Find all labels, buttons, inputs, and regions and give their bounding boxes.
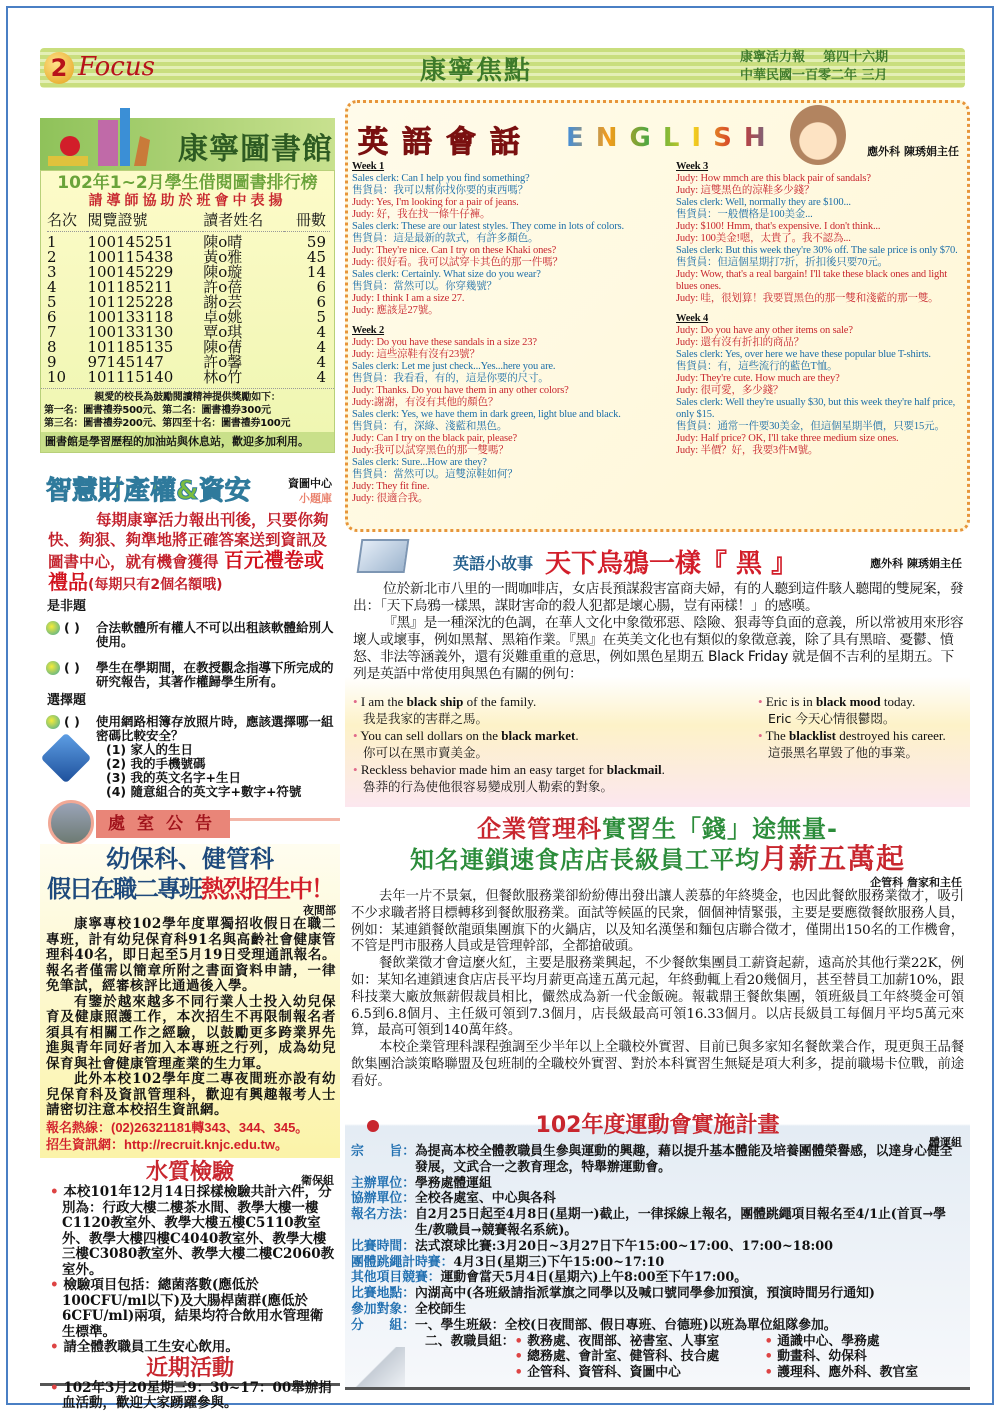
dialogue-line: Judy: 好，我在找一條牛仔褲。 [352, 209, 491, 220]
business-author: 企管科 詹家和主任 [870, 876, 962, 889]
example-item [353, 693, 758, 727]
choice-option: (1) 家人的生日 [106, 742, 193, 757]
week-dialogue [676, 161, 966, 305]
staff-group: • 通識中心、學務處 [765, 1334, 970, 1350]
quiz-question [46, 661, 338, 689]
recruit-hotline: 報名熱線：(02)26321181轉343、344、345。 [46, 1119, 309, 1135]
story-body [353, 581, 965, 795]
info-row [345, 1207, 970, 1239]
paragraph: 位於新北市八里的一間咖啡店，女店長預謀殺害富商夫婦，有的人聽到這件駭人聽聞的雙屍案，發出：「天下烏鴉一樣黑，謀財害命的殺人犯都是壞心腸，豈有兩樣！」的感嘆。 [353, 581, 964, 614]
example-english [353, 727, 758, 744]
dialogue-line: Judy: Wow, that's a real bargain! I'll take these black ones and light blues ones. [676, 269, 948, 292]
example-pre: I am the [360, 694, 407, 709]
business-article [345, 815, 970, 1110]
table-cell: 謝o芸 [203, 293, 243, 311]
page-title: 康寧焦點 [420, 56, 533, 86]
pushpin-icon [367, 1120, 379, 1132]
list-item: • 請全體教職員工生安心飲用。 [40, 1340, 340, 1356]
dialogue-line: Judy: They're nice. Can I try on these Khaki ones? [352, 245, 557, 256]
reading-ranking-box [40, 170, 335, 453]
table-cell: 97145147 [87, 353, 164, 371]
info-value: 學務處體運組 [414, 1175, 492, 1191]
question-text: 學生在學期間，在教授觀念指導下所完成的研究報告，其著作權歸學生所有。 [96, 660, 334, 689]
staff-group: • 護理科、應外科、教官室 [765, 1365, 970, 1381]
table-cell: 3 [47, 263, 57, 281]
info-row [345, 1270, 970, 1286]
dialogue-line: Judy: $100! Hmm, that's expensive. I don't think... [676, 221, 881, 232]
list-item: • 本校101年12月14日採樣檢驗共計六件，分別為：行政大樓二樓茶水間、教學大樓一樓C1120教室外、教學大樓五樓C5110教室外、教學大樓四樓C4040教室外、教學大樓三樓C3080教室外、教學大樓二樓C2060教室外。 [40, 1185, 340, 1278]
example-item [758, 727, 965, 761]
week-dialogue [352, 325, 672, 505]
example-post: . [575, 728, 579, 743]
example-english [758, 693, 965, 710]
dialogue-line: Judy: Do you have any other items on sale? [676, 325, 853, 336]
quiz-prize: 百元禮卷或禮品 [48, 548, 324, 594]
info-value: 4月3日(星期三)下午15:00~17:10 [453, 1254, 665, 1270]
spacer [425, 1349, 515, 1365]
table-cell: 101185211 [87, 278, 174, 296]
dialogue-line: Judy: How mmch are this black pair of sandals? [676, 173, 871, 184]
table-cell: 4 [316, 338, 326, 356]
dialogue-line: 售貨員：一般價格是100美金... [676, 209, 813, 220]
info-label: 比賽時間： [351, 1238, 415, 1254]
example-chinese: Eric 今天心情很鬱悶。 [768, 711, 896, 726]
staff-groups [345, 1334, 970, 1381]
dialogue-line: Sales clerk: Certainly. What size do you wear? [352, 269, 541, 280]
table-cell: 黃o雅 [203, 248, 243, 266]
table-row [47, 370, 330, 385]
dialogue-line: Judy:我可以試穿黑色的那一雙嗎？ [352, 445, 509, 456]
example-keyword: blackmail [606, 762, 662, 777]
table-cell: 101125228 [87, 293, 174, 311]
events-title: 近期活動 [145, 1355, 234, 1381]
example-chinese: 魯莽的行為使他很容易變成別人勒索的對象。 [363, 779, 614, 794]
table-cell: 覃o琪 [203, 323, 243, 341]
example-post: today. [880, 694, 916, 709]
recruit-subtitle [40, 874, 340, 904]
dialogue-line: Sales clerk: Can I help you find something? [352, 173, 530, 184]
info-label: 協辦單位： [351, 1191, 415, 1207]
dialogue-line: Sales clerk: But this week they're 30% off. The sale price is only $70. [676, 245, 958, 256]
column-header: 名次 [47, 211, 87, 232]
dialogue-line: Judy: 這雙黑色的涼鞋多少錢？ [676, 185, 815, 196]
english-title-zh: 英語會話 [358, 125, 534, 160]
office-announcement-header [40, 800, 340, 840]
business-title [345, 815, 970, 843]
business-subtitle-a: 知名連鎖速食店店長級員工平均 [409, 846, 760, 874]
quiz-dept-name: 資圖中心 [288, 477, 332, 490]
issue-number: 第四十六期 [823, 50, 889, 65]
dialogue-line: Judy: Can I try on the black pair, please? [352, 433, 518, 444]
recruit-subtitle-a: 假日在職二專班 [47, 875, 201, 903]
page-number: 2 [44, 52, 74, 84]
dialogue-line: Sales clerk: Let me just check...Yes...here you are. [352, 361, 556, 372]
table-cell: 5 [316, 308, 326, 326]
staff-label: 二、教職員組： [425, 1333, 515, 1349]
answer-blank[interactable]: ( ) [64, 660, 80, 675]
story-kicker: 英語小故事 [453, 554, 534, 573]
table-cell: 6 [47, 308, 57, 326]
table-cell: 14 [306, 263, 326, 281]
example-item [353, 761, 758, 795]
bullet-icon [46, 715, 60, 729]
business-subtitle-b: 月薪五萬起 [759, 842, 905, 875]
dialogue-line: Judy: Yes, I'm looking for a pair of jeans. [352, 197, 519, 208]
choice-option: (3) 我的英文名字+生日 [106, 770, 241, 785]
info-label: 宗 旨： [351, 1144, 415, 1159]
info-value: 一、學生班級：全校(日夜間部、假日專班、台德班)以班為單位組隊參加。 [414, 1317, 837, 1333]
paragraph: 本校企業管理科課程強調至少半年以上全職校外實習、目前已與多家知名餐飲業合作，現更與王品餐飲集團洽談策略聯盟及包班制的全職校外實習、對於本科實習生無疑是項大利多，提前職場卡位戰，前途看好。 [351, 1040, 964, 1089]
recruit-dept: 夜間部 [303, 904, 336, 917]
english-author: 應外科 陳琇娟主任 [867, 145, 959, 158]
ranking-table [47, 211, 330, 385]
ranking-subtitle: 請導師協助於班會中表揚 [88, 193, 287, 209]
dialogue-line: 售貨員：當然可以。這雙涼鞋如何？ [352, 469, 518, 480]
table-cell: 59 [306, 233, 326, 251]
question-text: 合法軟體所有權人不可以出租該軟體給別人使用。 [96, 620, 334, 649]
table-cell: 101115140 [87, 368, 174, 386]
table-cell: 5 [47, 293, 57, 311]
example-keyword: black mood [816, 694, 881, 709]
dialogue-line: Judy: 半價？好，我要3件M號。 [676, 445, 819, 456]
staff-group: • 動畫科、幼保科 [765, 1349, 970, 1365]
example-chinese: 你可以在黑市賣美金。 [363, 745, 489, 760]
table-cell: 7 [47, 323, 57, 341]
staff-group: • 企管科、資管科、資圖中心 [515, 1365, 765, 1381]
example-post: of the family. [463, 694, 537, 709]
info-row [345, 1144, 970, 1176]
water-dept: 衛保組 [301, 1174, 334, 1187]
quiz-title: 智慧財產權&資安 [46, 476, 251, 506]
library-footer: 圖書館是學習歷程的加油站與休息站，歡迎多加利用。 [41, 432, 334, 452]
table-cell: 6 [316, 278, 326, 296]
info-label: 團體跳繩計時賽： [351, 1254, 454, 1270]
paper-name: 康寧活力報 [740, 50, 806, 65]
story-title: 天下烏鴉一樣『 黑 』 [545, 549, 798, 579]
recruit-title: 幼保科、健管科 [106, 845, 274, 873]
table-cell: 許o馨 [203, 353, 243, 371]
week-dialogue [352, 161, 672, 317]
library-title: 康寧圖書館 [178, 132, 333, 167]
table-cell: 6 [316, 293, 326, 311]
table-cell: 2 [47, 248, 57, 266]
dialogue-line: Judy: Do you have these sandals in a size 23? [352, 337, 537, 348]
example-keyword: blacklist [789, 728, 837, 743]
info-row [345, 1191, 970, 1207]
quiz-intro [48, 510, 336, 595]
business-title-a: 企業管理科 [477, 815, 603, 843]
list-item: • 檢驗項目包括：總菌落數(應低於100CFU/ml以下)及大腸桿菌群(應低於6CFU/ml)兩項，結果均符合飲用水管理衛生標準。 [40, 1278, 340, 1340]
dialogue-line: 售貨員：我可以幫你找你要的東西嗎？ [352, 185, 528, 196]
spacer [425, 1365, 515, 1381]
info-value: 為提高本校全體教職員生參與運動的興趣，藉以提升基本體能及培養團體榮譽感，以達身心健全發展，文武合一之教育理念，特舉辦運動會。 [414, 1144, 953, 1175]
sports-content [345, 1112, 970, 1381]
table-cell: 4 [316, 353, 326, 371]
dialogue-line: Judy: 應該是27號。 [352, 305, 439, 316]
example-pre: The [765, 728, 790, 743]
example-post: destroyed his career. [836, 728, 946, 743]
paragraph: 此外本校102學年度二專夜間班亦設有幼兒保育科及資訊管理科，歡迎有興趣報考人士請密切注意本校招生資訊網。 [46, 1071, 336, 1118]
dialogue-line: Judy: 哇，很划算！我要買黑色的那一雙和淺藍的那一雙。 [676, 293, 939, 304]
bullet-icon [46, 661, 60, 675]
dialogue-line: Sales clerk: Well they're usually $30, but this week they're half price, only $15. [676, 397, 956, 420]
dialogue-line: 售貨員：我看看，有的，這是你要的尺寸。 [352, 373, 549, 384]
sports-dept: 體運組 [929, 1136, 962, 1149]
info-row [345, 1286, 970, 1302]
dialogue-line: Judy: 很適合我。 [352, 493, 429, 504]
dialogue-line: 售貨員：但這個星期打7折，折扣後只要70元。 [676, 257, 888, 268]
paragraph: 有鑒於越來越多不同行業人士投入幼兒保育及健康照護工作，本次招生不再限制報名者須具有相關工作之經驗，以鼓勵更多跨業界先進與青年同好者加入本專班之行列，成為幼兒保育與社會健康管理產業的生力軍。 [46, 993, 336, 1072]
dialogue-line: Judy: They fit fine. [352, 481, 430, 492]
paragraph: 餐飲業徵才會這麼火紅，主要是服務業興起，不少餐飲集團員工薪資起薪，遠高於其他行業22K，例如：某知名連鎖速食店店長平均月薪更高達五萬元起，年終動輒上看20幾個月，甚至替員工加薪10%，跟科技業大廠放無薪假裁員相比，儼然成為新一代金飯碗。報載鼎王餐飲集團，領班級員工年終獎金可領6.5到6.8個月、主任級可領到7.3個月，店長級最高可領16.33個月。以店長級員工每個月平均5萬元來算，最高可領到140萬年終。 [351, 956, 964, 1039]
water-title: 水質檢驗 [145, 1160, 234, 1185]
staff-group: • 總務處、會計室、健管科、技合處 [515, 1349, 765, 1365]
dialogue-line: Sales clerk: These are our latest styles. They come in lots of colors. [352, 221, 624, 232]
paragraph: 『黑』是一種深沈的色調，在華人文化中象徵邪惡、陰險、狠毒等負面的意義，所以常被用來形容壞人或壞事，例如黑幫、黑箱作業。『黑』在英美文化也有類似的象徵意義，除了具有黑暗、憂鬱、憤怒、非法等涵義外，還有災難重重的意思，例如黑色星期五 Black Friday 就是個不吉利的星期五。下列是英語中常使用與黑色有關的例句： [353, 615, 964, 682]
table-cell: 1 [47, 233, 57, 251]
true-false-label: 是非題 [47, 599, 87, 614]
reward-intro: 親愛的校長為鼓勵閱讀精神提供獎勵如下： [94, 392, 281, 403]
story-author: 應外科 陳琇娟主任 [870, 557, 962, 570]
dialogue-line: 售貨員：通常一件要30美金，但這個星期半價，只要15元。 [676, 421, 945, 432]
examples [353, 693, 965, 795]
answer-blank[interactable]: ( ) [64, 714, 80, 729]
table-cell: 9 [47, 353, 57, 371]
table-cell: 陳o晴 [203, 233, 243, 251]
example-english [353, 761, 758, 778]
example-keyword: black market [501, 728, 576, 743]
teacher-face-illustration [790, 105, 846, 165]
quiz-limit: (每期只有2個名額哦) [88, 577, 223, 593]
dialogue-line: Judy: Half price? OK, I'll take three medium size ones. [676, 433, 899, 444]
info-value: 全校各處室、中心與各科 [414, 1191, 556, 1207]
dialogue-line: Judy: 100美金!嗯，太貴了。我不認為... [676, 233, 851, 244]
reward-line: 第一名：圖書禮券500元、第二名：圖書禮券300元 [44, 405, 271, 416]
info-row [345, 1255, 970, 1271]
english-conversation [345, 100, 970, 532]
business-title-b: 實習生「錢」途無量- [602, 815, 838, 843]
table-cell: 4 [316, 323, 326, 341]
quiz-header [40, 470, 340, 510]
table-cell: 100145229 [87, 263, 174, 281]
sports-day-plan [345, 1112, 970, 1390]
table-cell: 卓o姚 [203, 308, 243, 326]
example-chinese: 這張黑名單毀了他的事業。 [768, 745, 919, 760]
table-cell: 100145251 [87, 233, 174, 251]
week-label: Week 3 [676, 161, 709, 172]
books-icon [48, 106, 173, 168]
bullet-icon [46, 621, 60, 635]
week-label: Week 4 [676, 313, 709, 324]
example-english [758, 727, 965, 744]
info-value: 自2月25日起至4月8日(星期一)截止，一律採線上報名，團體跳繩項目報名至4/1止(首頁→學生/教職員→競賽報名系統)。 [414, 1207, 946, 1238]
recruit-website-link[interactable]: 招生資訊網：http://recruit.knjc.edu.tw。 [46, 1136, 288, 1152]
english-title-en: ENGLISH [566, 123, 778, 153]
tablet-pen-icon [357, 539, 410, 573]
example-pre: Eric is in [765, 694, 816, 709]
list-item: • 102年3月20星期三9：30~17：00舉辦捐血活動，歡迎大家踴躍參與。 [40, 1381, 340, 1412]
dialogue-line: Sales clerk: Yes, we have them in dark green, light blue and black. [352, 409, 621, 420]
issue-info [740, 49, 888, 85]
example-post: . [661, 762, 665, 777]
dialogue-line: Sales clerk: Sure...How are they? [352, 457, 487, 468]
info-label: 參加對象： [351, 1301, 415, 1317]
info-row [345, 1176, 970, 1192]
table-cell: 陳o璇 [203, 263, 243, 281]
examples-right [758, 693, 965, 795]
table-cell: 許o蓓 [203, 278, 243, 296]
example-keyword: black ship [406, 694, 464, 709]
column-header: 冊數 [284, 211, 330, 232]
table-cell: 4 [316, 368, 326, 386]
info-label: 其他項目競賽： [351, 1270, 441, 1286]
week-dialogue [676, 313, 966, 457]
dialogue-column-right [676, 161, 966, 465]
sports-title: 102年度運動會實施計畫 [535, 1113, 780, 1138]
english-story [345, 535, 970, 807]
dialogue-line: Judy:謝謝，有沒有其他的顏色？ [352, 397, 499, 408]
office-title: 處室公告 [108, 814, 224, 834]
info-label: 主辦單位： [351, 1175, 415, 1191]
info-value: 全校師生 [414, 1301, 467, 1317]
reward-line: 第三名：圖書禮券200元、第四至十名：圖書禮券100元 [44, 418, 291, 429]
dialogue-line: Judy: 這些涼鞋有沒有23號？ [352, 349, 480, 360]
reward-info [41, 388, 334, 432]
info-label: 報名方法： [351, 1207, 415, 1223]
example-item [758, 693, 965, 727]
info-value: 法式滾球比賽:3月20日~3月27日下午15:00~17:00、17:00~18:00 [414, 1238, 834, 1254]
example-pre: You can sell dollars on the [360, 728, 502, 743]
staff-group: • 教務處、夜間部、祕書室、人事室 [515, 1334, 765, 1350]
building-photo [48, 800, 94, 846]
business-subtitle [345, 843, 970, 876]
section-focus-label: Focus [78, 52, 155, 82]
table-cell: 10 [47, 368, 67, 386]
column-header: 讀者姓名 [203, 211, 284, 232]
paragraph: 去年一片不景氣，但餐飲服務業卻紛紛傳出發出讓人羨慕的年終獎金，也因此餐飲服務業徵才，吸引不少求職者將目標轉移到餐飲服務業。面試等候區的民衆，個個神情緊張，主要是要應徵餐飲服務人員，例如：某連鎖餐飲龍頭集團旗下的火鍋店，以及知名漢堡和麵包店聯合徵才，僅開出150名的工作機會，不管是門市服務人員或是管理幹部，全都搶破頭。 [351, 889, 964, 955]
week-label: Week 2 [352, 325, 385, 336]
recruitment-article [40, 844, 340, 1158]
table-cell: 林o竹 [203, 368, 243, 386]
table-cell: 陳o蒨 [203, 338, 243, 356]
recruit-subtitle-b: 熱烈招生中！ [201, 875, 333, 903]
answer-blank[interactable]: ( ) [64, 620, 80, 635]
multiple-choice-label: 選擇題 [47, 693, 87, 708]
dialogue-line: 售貨員：這是最新的款式，有許多顏色。 [352, 233, 539, 244]
paragraph: 康寧專校102學年度單獨招收假日在職二專班，計有幼兒保育科91名與高齡社會健康管理科40名，即日起至5月19日受理通訊報名。報名者僅需以簡章所附之書面資料申請，一律免筆試，經審核評比通過後入學。 [46, 916, 336, 994]
table-cell: 100133118 [87, 308, 174, 326]
water-and-events [40, 1160, 340, 1411]
info-label: 分 組： [351, 1317, 415, 1333]
table-cell: 100115438 [87, 248, 174, 266]
quiz-intro-text: 每期康寧活力報出刊後，只要你夠快、夠狠、夠準地將正確答案送到資訊及圖書中心，就有機會獲得 [48, 511, 329, 571]
dialogue-line: 售貨員：有，這些流行的藍色T恤。 [676, 361, 838, 372]
examples-left [353, 693, 758, 795]
choice-option: (4) 隨意組合的英文字+數字+符號 [106, 784, 302, 799]
quiz-section [40, 470, 340, 800]
ranking-title: 102年1~2月學生借閱圖書排行榜 [57, 173, 318, 193]
question-text: 使用網路相簿存放照片時，應該選擇哪一組密碼比較安全？ [96, 714, 334, 743]
table-cell: 8 [47, 338, 57, 356]
dialogue-line: Judy: 很好看。我可以試穿卡其色的那一件嗎？ [352, 257, 563, 268]
week-label: Week 1 [352, 161, 385, 172]
dialogue-column-left [352, 161, 672, 513]
dialogue-line: 售貨員：有，深綠、淺藍和黑色。 [352, 421, 508, 432]
table-cell: 101185135 [87, 338, 174, 356]
example-english [353, 693, 758, 710]
example-item [353, 727, 758, 761]
quiz-question [46, 621, 338, 649]
dialogue-line: Sales clerk: Yes, over here we have these popular blue T-shirts. [676, 349, 931, 360]
info-value: 內湖高中(各班級請指派掌旗之同學以及喊口號同學參加預演，預演時間另行通知) [414, 1286, 875, 1302]
dialogue-line: Judy: They're cute. How much are they? [676, 373, 840, 384]
quiz-tag: 小題庫 [299, 492, 332, 505]
dialogue-line: Judy: I think I am a size 27. [352, 293, 465, 304]
issue-date: 中華民國一百零二年 三月 [740, 68, 888, 83]
dialogue-line: Judy: 很可愛，多少錢？ [676, 385, 784, 396]
dialogue-line: Sales clerk: Well, normally they are $100... [676, 197, 851, 208]
info-row [345, 1302, 970, 1318]
info-row [345, 1239, 970, 1255]
column-header: 閱覽證號 [87, 211, 203, 232]
quiz-dept [288, 476, 332, 506]
info-label: 比賽地點： [351, 1286, 415, 1302]
table-cell: 100133130 [87, 323, 174, 341]
example-chinese: 我是我家的害群之馬。 [363, 711, 489, 726]
info-row [345, 1318, 970, 1334]
dialogue-line: Judy: 還有沒有折扣的商品？ [676, 337, 804, 348]
example-pre: Reckless behavior made him an easy target for [360, 762, 607, 777]
dialogue-line: Judy: Thanks. Do you have them in any other colors? [352, 385, 569, 396]
table-cell: 45 [306, 248, 326, 266]
table-cell: 4 [47, 278, 57, 296]
info-value: 運動會當天5月4日(星期六)上午8:00至下午17:00。 [440, 1270, 748, 1286]
dialogue-line: 售貨員：當然可以。你穿幾號？ [352, 281, 497, 292]
choice-option: (2) 我的手機號碼 [106, 756, 206, 771]
